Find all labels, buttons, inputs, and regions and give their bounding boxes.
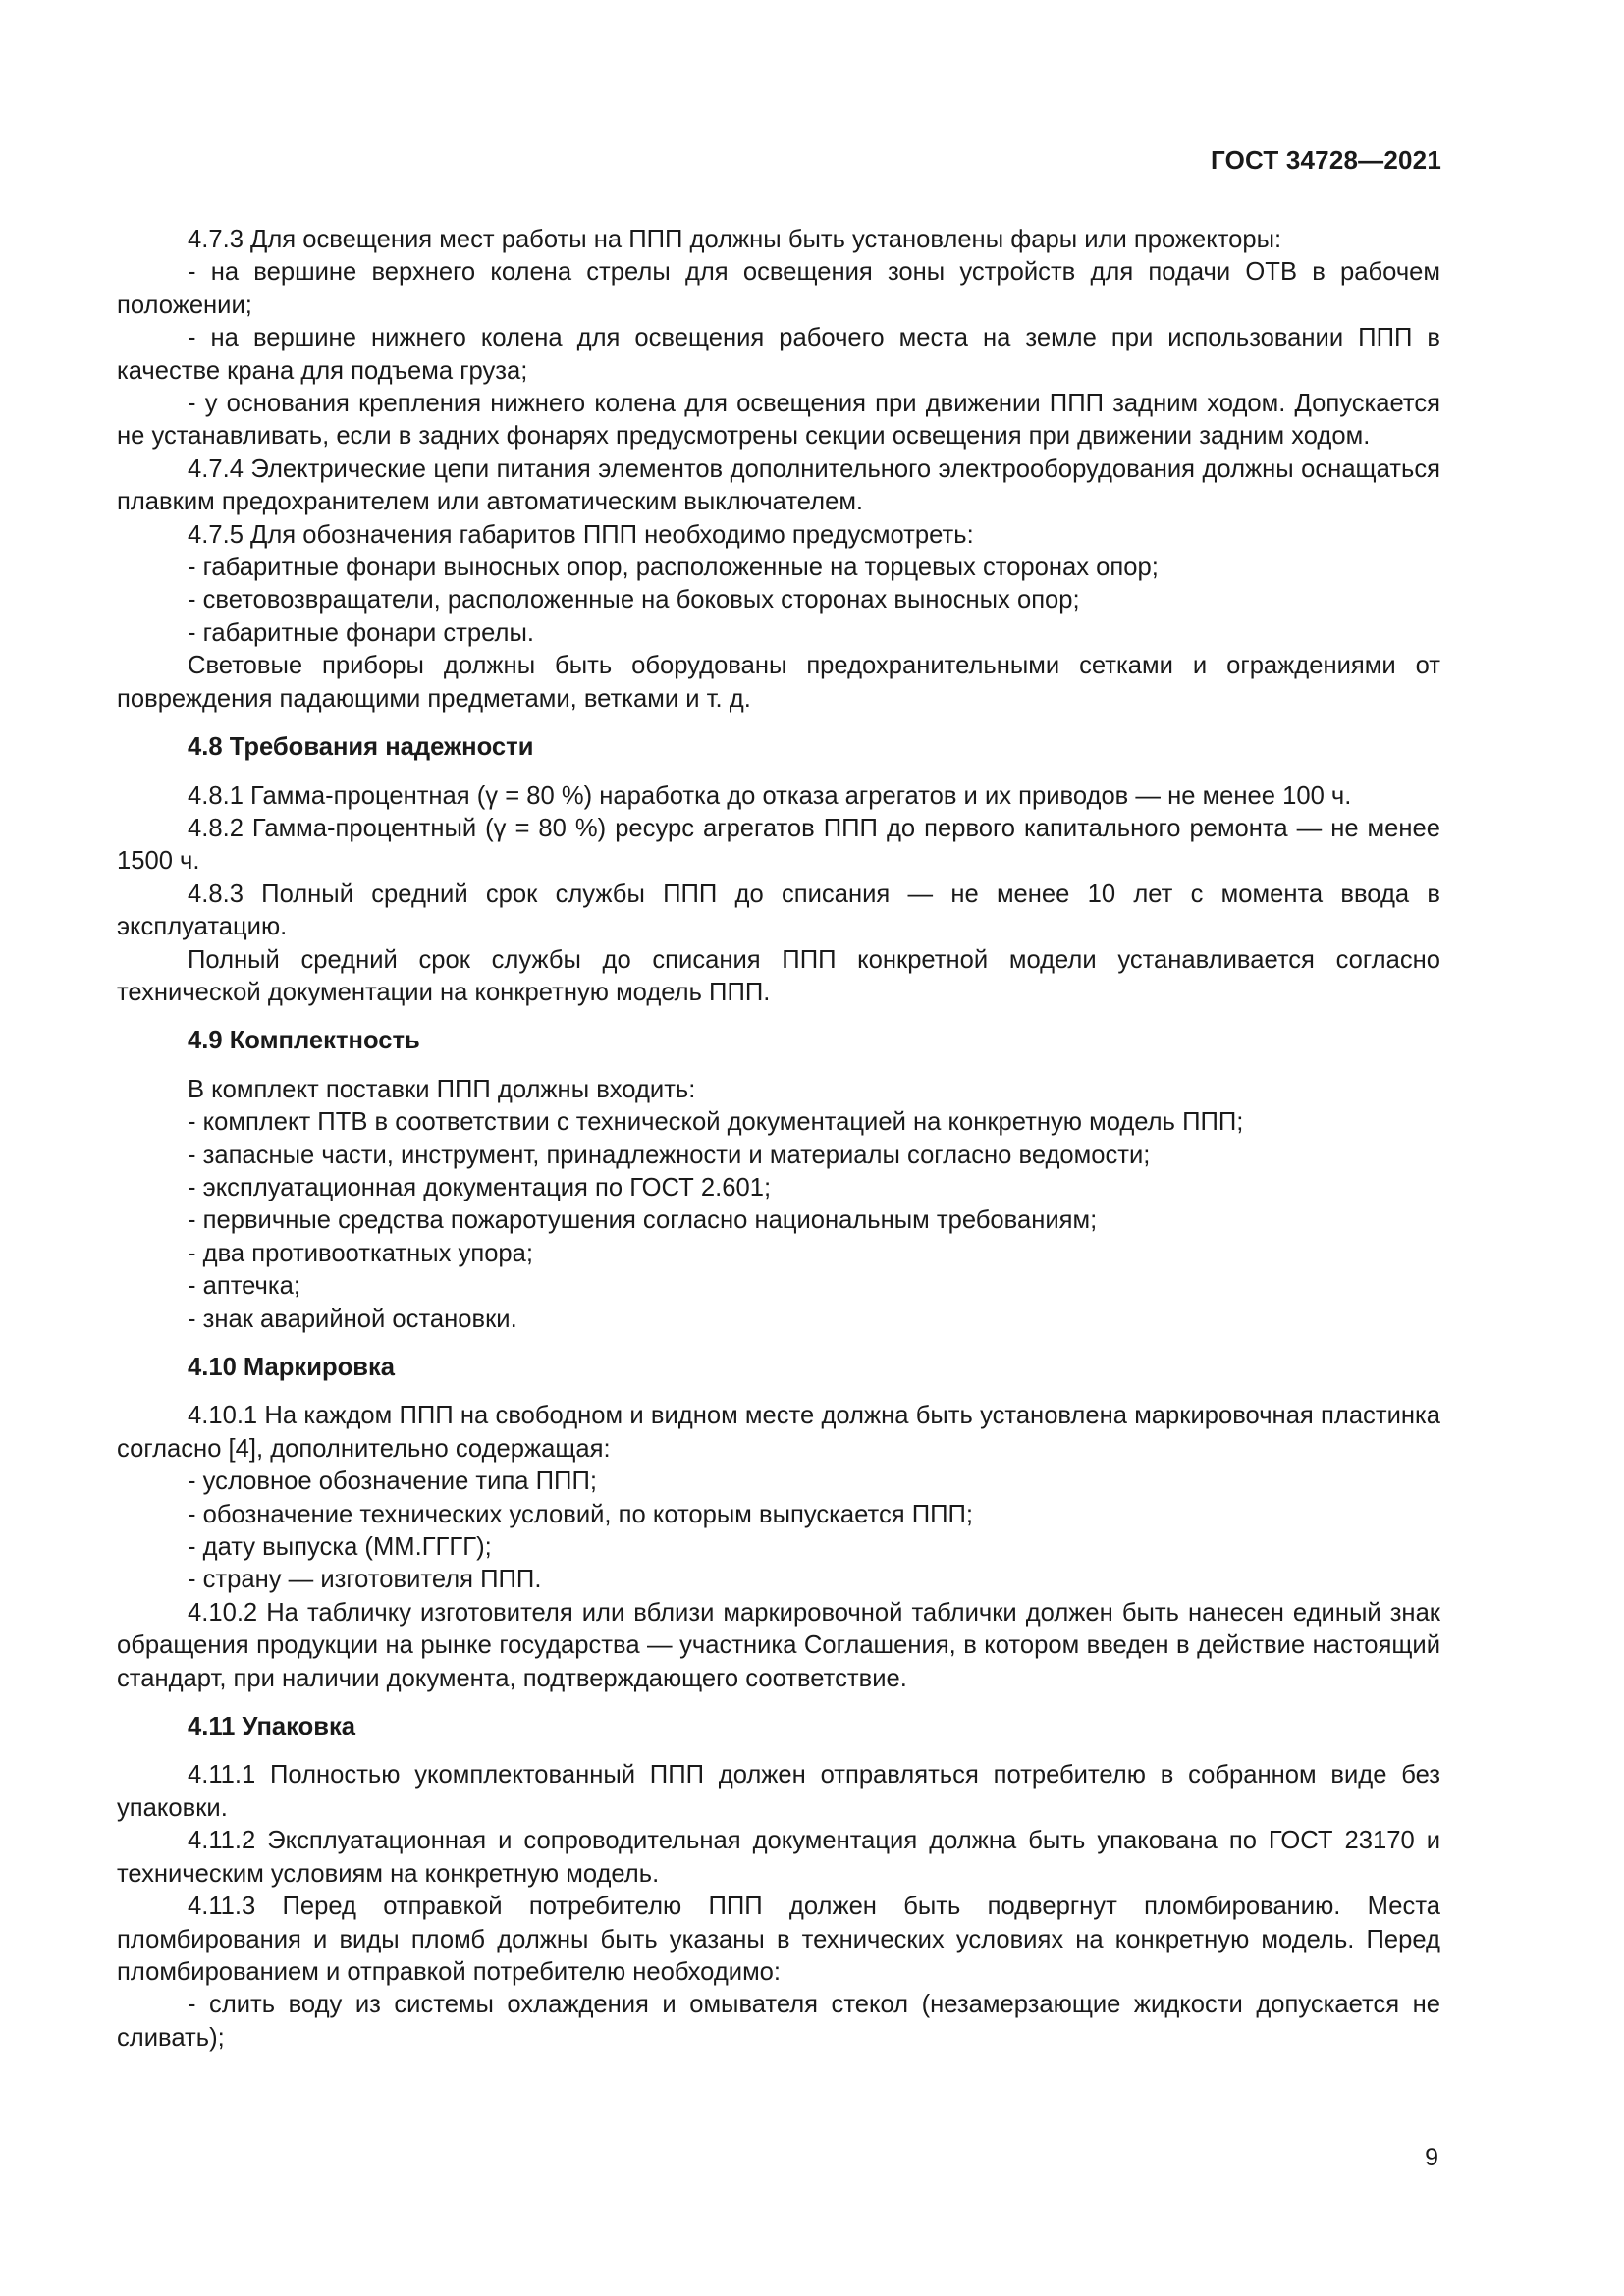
- list-item: - запасные части, инструмент, принадлежности и материалы согласно ведомости;: [188, 1141, 1151, 1169]
- list-item: - аптечка;: [188, 1272, 300, 1301]
- list-item: - дату выпуска (ММ.ГГГГ);: [188, 1533, 492, 1562]
- paragraph-4-11-2: 4.11.2 Эксплуатационная и сопроводительная документация должна быть упакована по ГОСТ 23170 и техническим условиям на конкретную модель.: [117, 1827, 1440, 1888]
- list-item: - условное обозначение типа ППП;: [188, 1468, 597, 1496]
- paragraph-4-7-4: 4.7.4 Электрические цепи питания элементов дополнительного электрооборудования должны оснащаться плавким предохранителем или автоматическим выключателем.: [117, 454, 1440, 516]
- paragraph-4-10-2: 4.10.2 На табличку изготовителя или вблизи маркировочной таблички должен быть нанесен единый знак обращения продукции на рынке государства — участника Соглашения, в котором введен в действие настоящий стандарт, при наличии документа, подтверждающего соответствие.: [117, 1598, 1440, 1692]
- section-heading-4-9: 4.9 Комплектность: [188, 1027, 420, 1055]
- list-item: - страну — изготовителя ППП.: [188, 1566, 542, 1594]
- paragraph-4-8-2: 4.8.2 Гамма-процентный (γ = 80 %) ресурс агрегатов ППП до первого капитального ремонта — не менее 1500 ч.: [117, 814, 1440, 876]
- list-item: - первичные средства пожаротушения согласно национальным требованиям;: [188, 1206, 1098, 1235]
- list-item: - комплект ПТВ в соответствии с технической документацией на конкретную модель ППП;: [188, 1108, 1244, 1137]
- paragraph-4-8-1: 4.8.1 Гамма-процентная (γ = 80 %) наработка до отказа агрегатов и их приводов — не менее 100 ч.: [188, 781, 1352, 810]
- paragraph-4-7-3: 4.7.3 Для освещения мест работы на ППП должны быть установлены фары или прожекторы:: [188, 226, 1282, 253]
- list-item: - два противооткатных упора;: [188, 1239, 534, 1267]
- paragraph-4-7-5: 4.7.5 Для обозначения габаритов ППП необходимо предусмотреть:: [188, 520, 974, 549]
- paragraph-4-11-3: 4.11.3 Перед отправкой потребителю ППП должен быть подвергнут пломбированию. Места пломбирования и виды пломб должны быть указаны в технических условиях на конкретную модель. Перед пломбированием и отправкой потребителю необходимо:: [117, 1893, 1440, 1986]
- list-item: - эксплуатационная документация по ГОСТ 2.601;: [188, 1173, 772, 1201]
- section-heading-4-8: 4.8 Требования надежности: [188, 733, 534, 762]
- paragraph-4-9: В комплект поставки ППП должны входить:: [188, 1075, 696, 1103]
- list-item: - обозначение технических условий, по которым выпускается ППП;: [188, 1500, 974, 1528]
- paragraph-note: Полный средний срок службы до списания ППП конкретной модели устанавливается согласно технической документации на конкретную модель ППП.: [117, 945, 1440, 1006]
- list-item: - габаритные фонари выносных опор, расположенные на торцевых сторонах опор;: [188, 554, 1159, 582]
- paragraph-4-8-3: 4.8.3 Полный средний срок службы ППП до списания — не менее 10 лет с момента ввода в эксплуатацию.: [117, 880, 1440, 941]
- paragraph-note: Световые приборы должны быть оборудованы предохранительными сетками и ограждениями от повреждения падающими предметами, ветками и т. д.: [117, 652, 1440, 713]
- page-body: [117, 224, 1440, 2055]
- list-item: - на вершине верхнего колена стрелы для освещения зоны устройств для подачи ОТВ в рабочем положении;: [117, 258, 1440, 319]
- paragraph-4-10-1: 4.10.1 На каждом ППП на свободном и видном месте должна быть установлена маркировочная пластинка согласно [4], дополнительно содержащая:: [117, 1402, 1440, 1463]
- section-heading-4-11: 4.11 Упаковка: [188, 1713, 356, 1741]
- document-code: ГОСТ 34728—2021: [1211, 145, 1441, 175]
- paragraph-4-11-1: 4.11.1 Полностью укомплектованный ППП должен отправляться потребителю в собранном виде без упаковки.: [117, 1761, 1440, 1822]
- list-item: - габаритные фонари стрелы.: [188, 618, 534, 647]
- list-item: - световозвращатели, расположенные на боковых сторонах выносных опор;: [188, 586, 1080, 614]
- list-item: - слить воду из системы охлаждения и омывателя стекол (незамерзающие жидкости допускается не сливать);: [117, 1991, 1440, 2052]
- list-item: - знак аварийной остановки.: [188, 1305, 517, 1333]
- section-heading-4-10: 4.10 Маркировка: [188, 1354, 396, 1381]
- list-item: - на вершине нижнего колена для освещения рабочего места на земле при использовании ППП в качестве крана для подъема груза;: [117, 324, 1440, 385]
- page-number: 9: [1425, 2144, 1438, 2171]
- list-item: - у основания крепления нижнего колена для освещения при движении ППП задним ходом. Допускается не устанавливать, если в задних фонарях предусмотрены секции освещения при движении задним ходом.: [117, 390, 1440, 451]
